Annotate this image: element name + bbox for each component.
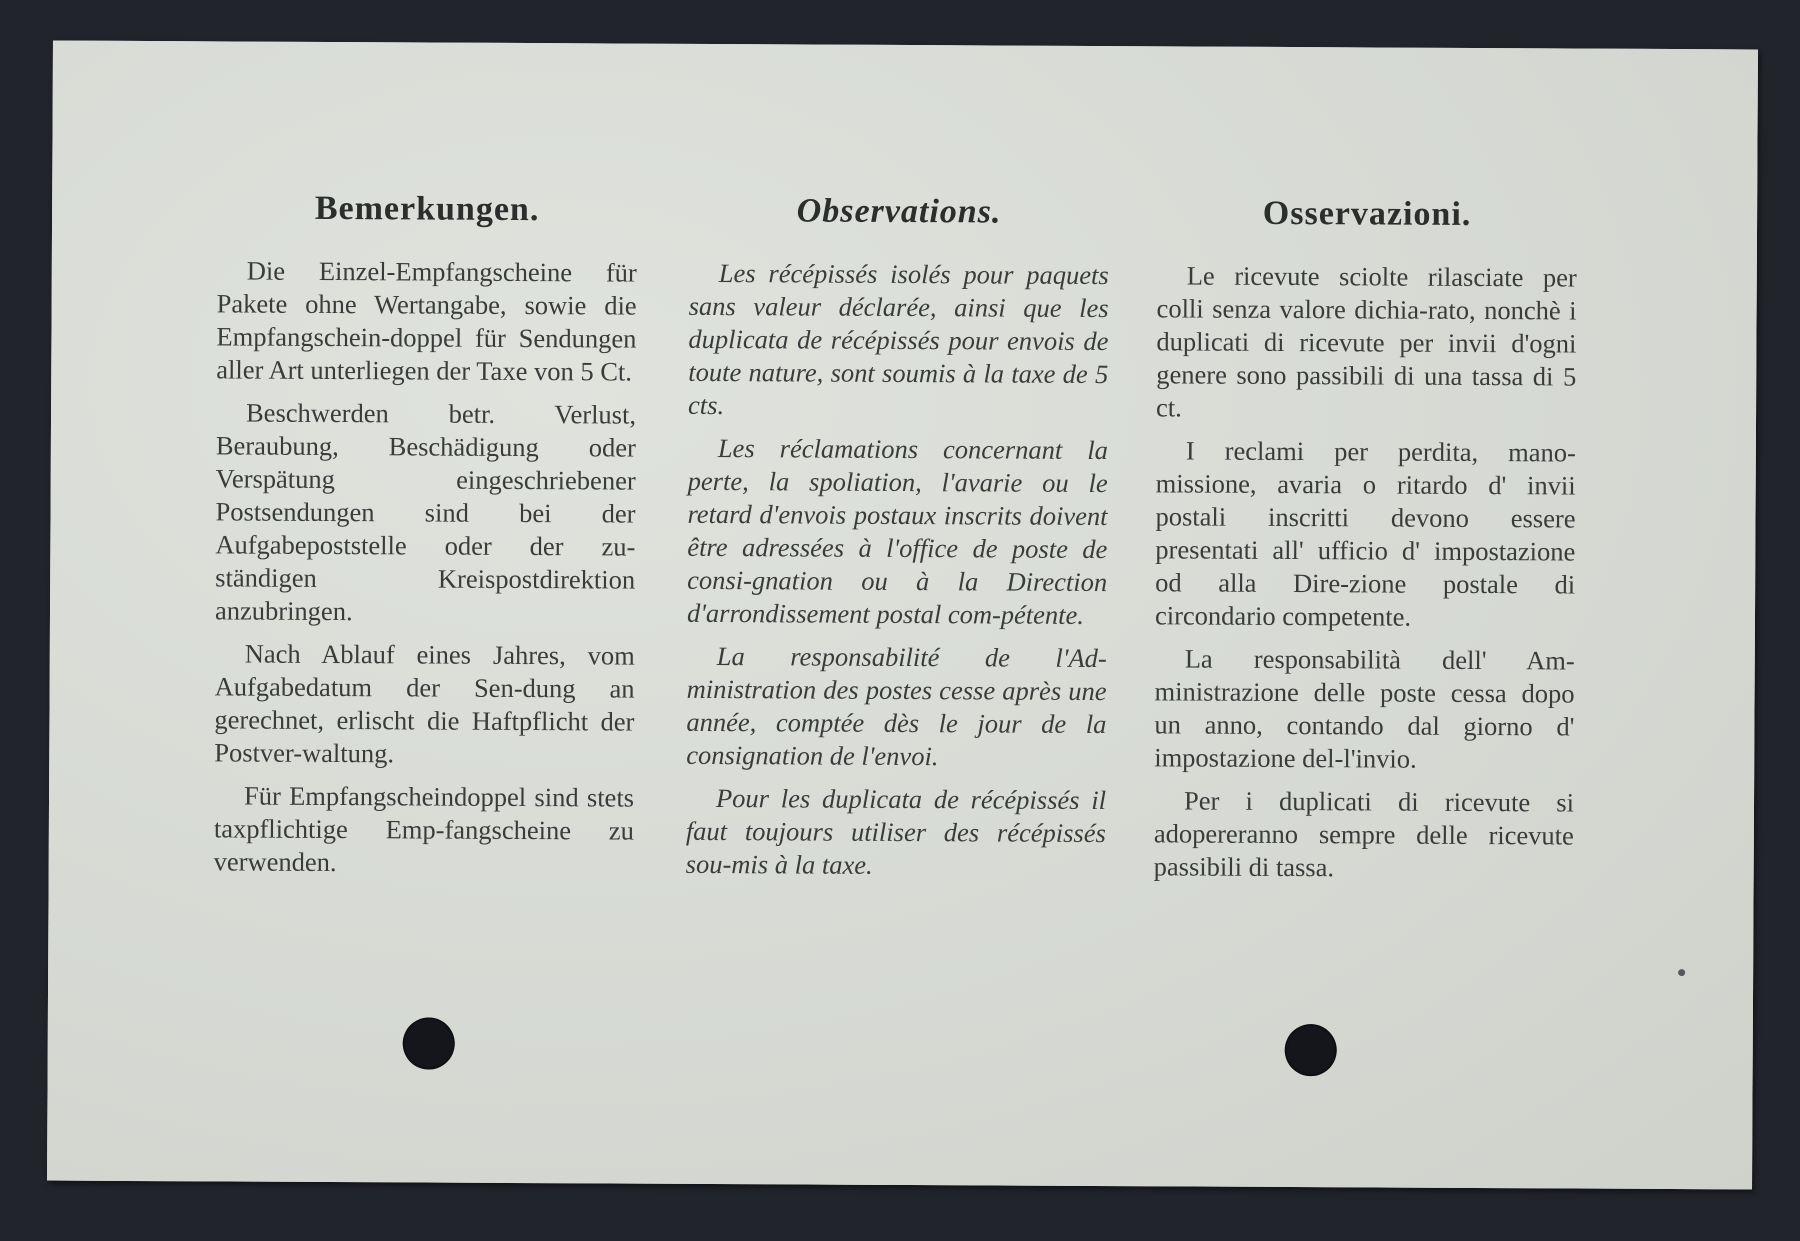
ink-speck	[1678, 969, 1685, 976]
italian-heading: Osservazioni.	[1262, 194, 1472, 233]
french-paragraph-1: Les récépissés isolés pour paquets sans valeur déclarée, ainsi que les duplicata de récépissés pour envois de toute nature, sont soumis à la taxe de 5 cts.	[688, 258, 1109, 421]
german-heading: Bemerkungen.	[314, 189, 540, 229]
french-paragraph-4: Pour les duplicata de récépissés il faut toujours utiliser des récépissés sou-mis à la taxe.	[685, 783, 1107, 880]
french-paragraph-3: La responsabilité de l'Ad-ministration des postes cesse après une année, comptée dès le jour de la consignation de l'envoi.	[686, 641, 1107, 772]
postal-receipt-card	[47, 41, 1758, 1190]
german-paragraph-4: Für Empfangscheindoppel sind stets taxpflichtige Emp-fangscheine zu verwenden.	[213, 780, 635, 878]
german-column	[214, 191, 638, 890]
french-heading: Observations.	[796, 192, 1002, 231]
italian-column	[1154, 196, 1578, 895]
italian-paragraph-4: Per i duplicati di ricevute si adopereranno sempre delle ricevute passibili di tassa.	[1153, 785, 1575, 883]
punch-hole-left	[403, 1017, 455, 1069]
punch-hole-right	[1285, 1024, 1337, 1076]
italian-paragraph-1: Le ricevute sciolte rilasciate per colli senza valore dichia-rato, nonchè i duplicati di ricevute per invii d'ogni genere sono passibili di una tassa di 5 ct.	[1156, 260, 1577, 423]
french-paragraph-2: Les réclamations concernant la perte, la spoliation, l'avarie ou le retard d'envois postaux inscrits doivent être adressées à l'office de poste de consi-gnation ou à la Direction d'arrondissement postal com-pétente.	[686, 433, 1108, 630]
german-paragraph-3: Nach Ablauf eines Jahres, vom Aufgabedatum der Sen-dung an gerechnet, erlischt die Haftpflicht der Postver-waltung.	[214, 638, 635, 769]
french-column	[686, 194, 1110, 893]
german-paragraph-2: Beschwerden betr. Verlust, Beraubung, Beschädigung oder Verspätung eingeschriebener Postsendungen sind bei der Aufgabepoststelle oder der zu-ständigen Kreispostdirektion anzubringen.	[214, 397, 637, 627]
german-paragraph-1: Die Einzel-Empfangscheine für Pakete ohne Wertangabe, sowie die Empfangschein-doppel für Sendungen aller Art unterliegen der Taxe von 5 Ct.	[216, 255, 637, 387]
italian-paragraph-3: La responsabilità dell' Am-ministrazione delle poste cessa dopo un anno, contando dal giorno d' impostazione del-l'invio.	[1154, 643, 1575, 774]
italian-paragraph-2: I reclami per perdita, mano-missione, avaria o ritardo d' invii postali inscritti devono essere presentati all' ufficio d' impostazione od alla Dire-zione postale di circondario competente.	[1154, 435, 1576, 632]
